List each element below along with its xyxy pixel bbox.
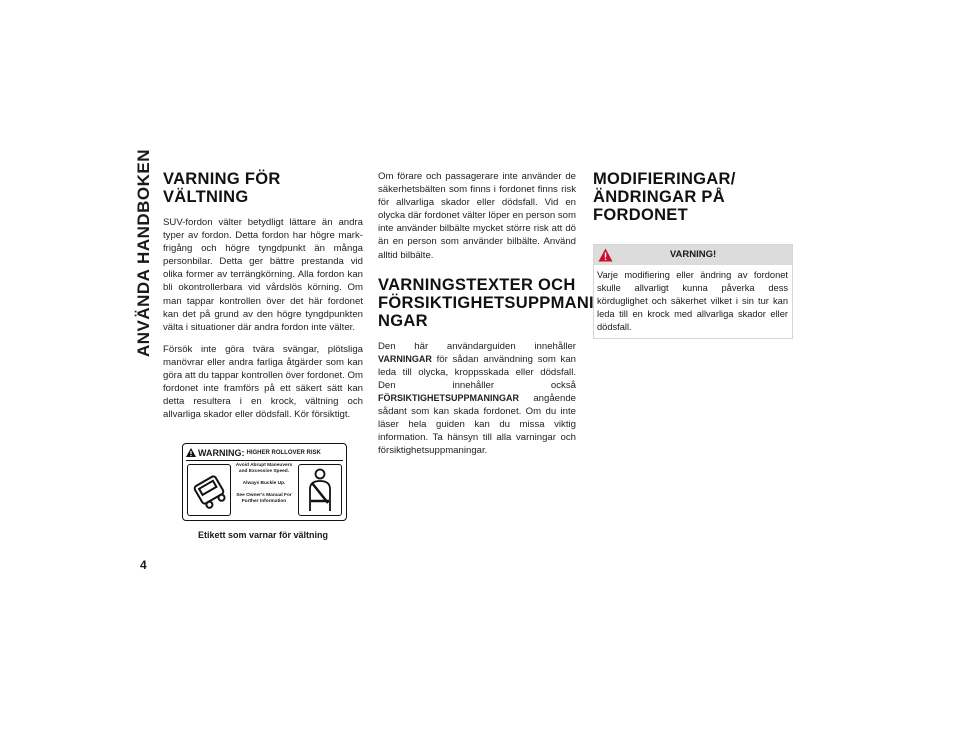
warnings-text-a: Den här användarguiden innehåller (378, 340, 576, 352)
label-caption: Etikett som varnar för vältning (197, 530, 329, 541)
keyword-warnings: VARNINGAR (378, 353, 432, 364)
rollover-warning-label (182, 443, 347, 521)
keyword-cautions: FÖRSIKTIGHETSUPPMANINGAR (378, 393, 520, 404)
label-subtitle: HIGHER ROLLOVER RISK (246, 449, 321, 456)
label-texts (231, 463, 297, 511)
label-line-2: Always Buckle Up. (242, 481, 286, 487)
label-line-1: Avoid Abrupt Maneuvers and Excessive Speed. (235, 463, 293, 475)
label-header (186, 447, 321, 458)
warnings-text-c: angående sådant som kan skada fordonet. Om du inte läser hela guiden kan du missa viktig information. Ta hänsyn till alla varningar och försiktighetsuppmaningar. (378, 393, 576, 457)
label-line-3: See Owner's Manual For Further Information (236, 493, 292, 505)
seatbelt-person-icon (298, 464, 342, 516)
label-title: WARNING: (198, 447, 245, 458)
warning-box-title: VARNING! (669, 249, 717, 260)
warnings-paragraph (378, 340, 576, 458)
column-1 (163, 170, 363, 540)
column-2 (378, 170, 594, 467)
modifications-heading: MODIFIERINGAR/ ÄNDRINGAR PÅ FORDONET (593, 170, 736, 224)
rollover-heading: VARNING FÖR VÄLTNING (163, 170, 281, 206)
warning-box (593, 244, 793, 339)
rollover-paragraph-2: Försök inte göra tvära svängar, plötsliga manövrar eller andra farliga åtgärder som kan göra att du tappar kontrollen över fordonet. Om fordonet inte framförs på ett säkert sätt kan detta resultera i en krock, vältning och allvarliga skador eller dödsfall. Kör försiktigt. (163, 343, 363, 421)
side-title (131, 148, 157, 357)
rollover-car-icon (187, 464, 231, 516)
warnings-heading: VARNINGSTEXTER OCH FÖRSIKTIGHETSUPPMANI NGAR (378, 275, 594, 330)
page-number: 4 (140, 558, 147, 572)
warning-box-text: Varje modifiering eller ändring av fordonet skulle allvarligt kunna påverka dess körduglighet och säkerhet vilket i sin tur kan leda till en krock med allvarliga skador eller dödsfall. (597, 270, 788, 332)
seatbelt-paragraph: Om förare och passagerare inte använder de säkerhetsbälten som finns i fordonet finns risk för allvarliga skador eller dödsfall. Vid en olycka där fordonet välter löper en person som inte använder bilbälte mycket större risk att dö än en person som använder bilbälte. Använd alltid bilbälte. (378, 171, 576, 261)
warning-triangle-icon (186, 448, 196, 457)
warnings-text-b: för sådan användning som kan leda till olycka, kroppsskada eller dödsfall. Den innehåller också (378, 353, 577, 391)
warning-box-header (594, 245, 792, 265)
label-divider (186, 460, 343, 461)
column-3 (593, 170, 793, 339)
rollover-paragraph-1: SUV-fordon välter betydligt lättare än andra typer av fordon. Detta fordon har högre markfrigång och högre tyngdpunkt än många personbilar. Detta ger bättre prestanda vid olika former av terrängkörning. Alla fordon kan bli okontrollerbara vid vårdslös körning. Om man tappar kontrollen över det här fordonet kan det på grund av den högre tyngdpunkten välta i situationer där andra fordon inte välter. (163, 217, 363, 333)
side-title-text: ANVÄNDA HANDBOKEN (134, 148, 153, 357)
